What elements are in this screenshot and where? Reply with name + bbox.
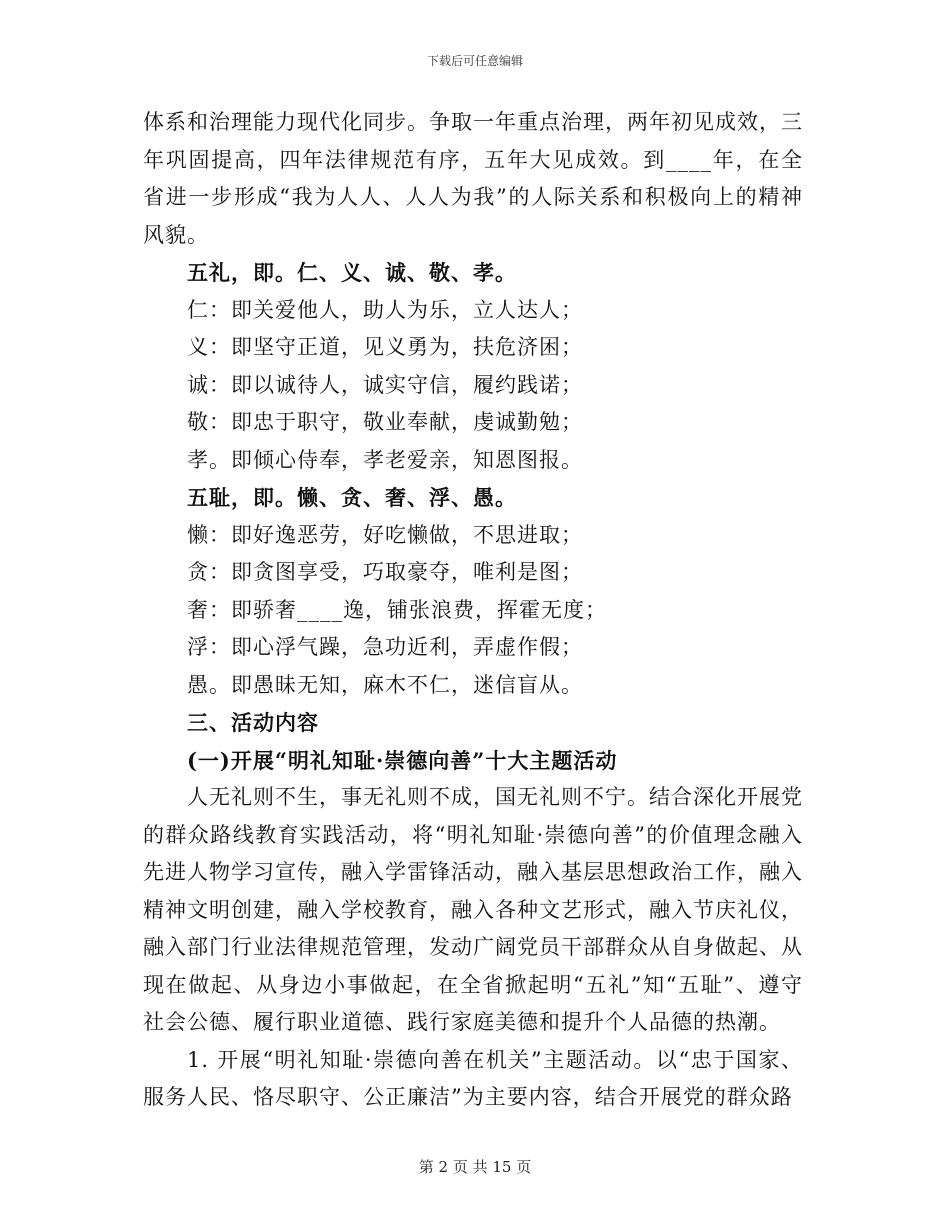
- heading-five-rites: 五礼，即。仁、义、诚、敬、孝。: [187, 260, 517, 285]
- paragraph-intro: 体系和治理能力现代化同步。争取一年重点治理，两年初见成效，三年巩固提高，四年法律规范有序，五年大见成效。到____年，在全省进一步形成“我为人人、人人为我”的人际关系和积极向上的精神风貌。: [143, 110, 803, 247]
- page-header: 下载后可任意编辑: [426, 54, 523, 68]
- list-item-ren: 仁：即关爱他人，助人为乐，立人达人；: [187, 297, 583, 322]
- section-heading-activities: 三、活动内容: [187, 710, 319, 735]
- list-item-xiao: 孝。即倾心侍奉，孝老爱亲，知恩图报。: [187, 447, 583, 472]
- document-body: [143, 104, 803, 1117]
- list-item-jing: 敬：即忠于职守，敬业奉献，虔诚勤勉；: [187, 410, 583, 434]
- list-item-cheng: 诚：即以诚待人，诚实守信，履约践诺；: [187, 372, 583, 397]
- list-item-lan: 懒：即好逸恶劳，好吃懒做，不思进取；: [187, 522, 583, 547]
- paragraph-item-1: 1. 开展“明礼知耻·崇德向善在机关”主题活动。以“忠于国家、服务人民、恪尽职守、公正廉洁”为主要内容，结合开展党的群众路: [143, 1047, 803, 1109]
- page-footer: 第 2 页 共 15 页: [418, 1158, 532, 1176]
- list-item-tan: 贪：即贪图享受，巧取豪夺，唯利是图；: [187, 560, 583, 584]
- list-item-yi: 义：即坚守正道，见义勇为，扶危济困；: [187, 335, 583, 359]
- list-item-fu: 浮：即心浮气躁，急功近利，弄虚作假；: [187, 635, 583, 659]
- list-item-yu: 愚。即愚昧无知，麻木不仁，迷信盲从。: [187, 672, 583, 697]
- subsection-heading-themes: (一)开展“明礼知耻·崇德向善”十大主题活动: [187, 747, 618, 773]
- paragraph-body: 人无礼则不生，事无礼则不成，国无礼则不宁。结合深化开展党的群众路线教育实践活动，将“明礼知耻·崇德向善”的价值理念融入先进人物学习宣传，融入学雷锋活动，融入基层思想政治工作，融入精神文明创建，融入学校教育，融入各种文艺形式，融入节庆礼仪，融入部门行业法律规范管理，发动广阔党员干部群众从自身做起、从现在做起、从身边小事做起，在全省掀起明“五礼”知“五耻”、遵守社会公德、履行职业道德、践行家庭美德和提升个人品德的热潮。: [143, 785, 803, 1034]
- heading-five-shames: 五耻，即。懒、贪、奢、浮、愚。: [187, 485, 517, 510]
- list-item-she: 奢：即骄奢____逸，铺张浪费，挥霍无度；: [187, 597, 607, 622]
